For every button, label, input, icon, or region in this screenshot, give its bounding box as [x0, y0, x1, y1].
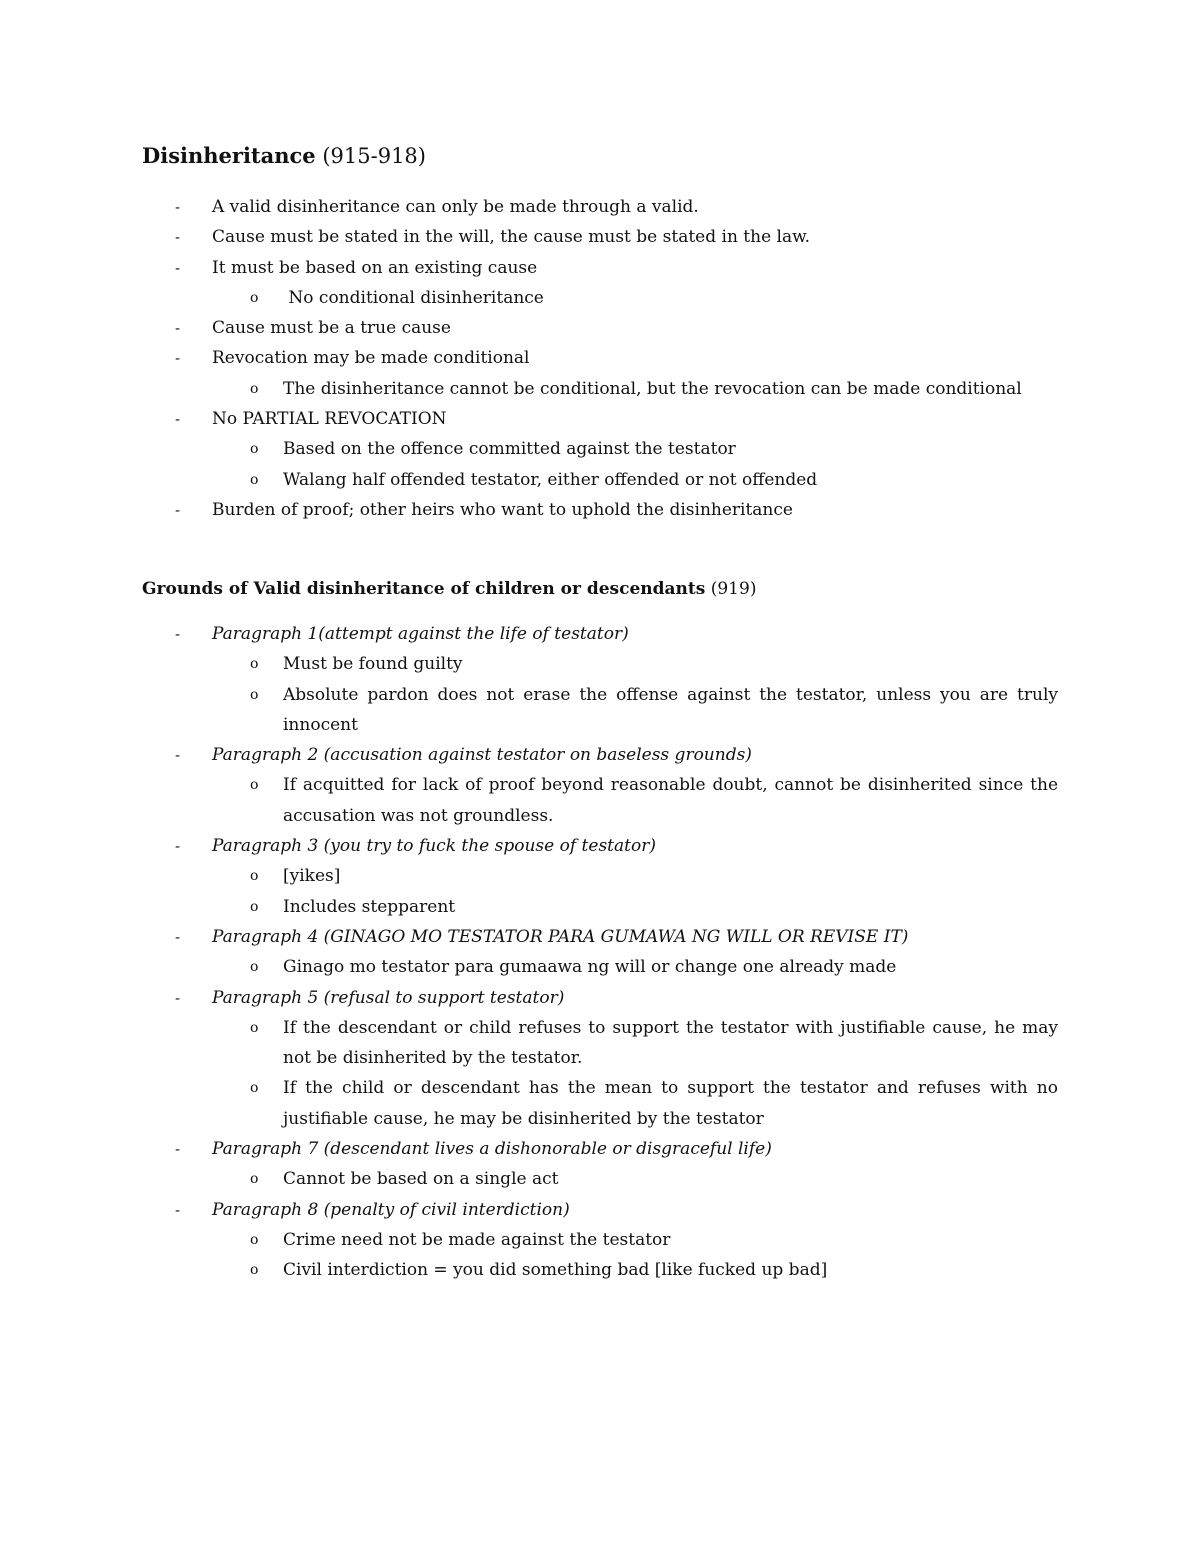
section-heading-disinheritance [142, 140, 426, 172]
sub-list-item: o Walang half offended testator, either offended or not offended [283, 465, 1058, 495]
circle-bullet: o [250, 1231, 259, 1248]
list-item: - Burden of proof; other heirs who want to uphold the disinheritance [212, 495, 1058, 525]
sub-list-item: o Ginago mo testator para gumaawa ng will or change one already made [283, 952, 1058, 982]
circle-bullet: o [250, 868, 259, 885]
dash-bullet: - [175, 1200, 181, 1219]
dash-bullet: - [175, 228, 181, 247]
dash-bullet: - [175, 319, 181, 338]
paragraph-item: - Paragraph 1(attempt against the life of testator) [212, 619, 1058, 649]
circle-bullet: o [250, 898, 259, 915]
dash-bullet: - [175, 258, 181, 277]
circle-bullet: o [250, 1019, 259, 1036]
dash-bullet: - [175, 1140, 181, 1159]
heading-article-ref: (919) [710, 579, 757, 599]
paragraph-item: - Paragraph 3 (you try to fuck the spouse of testator) [212, 831, 1058, 861]
grounds-list [0, 619, 1200, 1286]
circle-bullet: o [250, 289, 259, 306]
paragraph-item: - Paragraph 8 (penalty of civil interdiction) [212, 1195, 1058, 1225]
circle-bullet: o [250, 959, 259, 976]
dash-bullet: - [175, 198, 181, 216]
circle-bullet: o [250, 471, 259, 488]
sub-list-item: o Absolute pardon does not erase the offense against the testator, unless you are truly innocent [283, 680, 1058, 741]
circle-bullet: o [250, 1262, 259, 1279]
sub-list-item: o Must be found guilty [283, 649, 1058, 679]
sub-list-item: o Crime need not be made against the testator [283, 1225, 1058, 1255]
paragraph-item: - Paragraph 7 (descendant lives a dishonorable or disgraceful life) [212, 1134, 1058, 1164]
sub-list-item: o If the descendant or child refuses to support the testator with justifiable cause, he may not be disinherited by the testator. [283, 1013, 1058, 1074]
list-item: - A valid disinheritance can only be made through a valid. [212, 192, 1058, 222]
dash-bullet: - [175, 349, 181, 368]
sub-list-item: o Cannot be based on a single act [283, 1164, 1058, 1194]
circle-bullet: o [250, 1171, 259, 1188]
sub-list-item: o Civil interdiction = you did something bad [like fucked up bad] [283, 1255, 1058, 1285]
list-item: - Cause must be a true cause [212, 313, 1058, 343]
sub-list-item: o The disinheritance cannot be conditional, but the revocation can be made conditional [283, 374, 1058, 404]
dash-bullet: - [175, 988, 181, 1007]
circle-bullet: o [250, 380, 259, 397]
sub-list-item: o [yikes] [283, 861, 1058, 891]
dash-bullet: - [175, 927, 181, 946]
circle-bullet: o [250, 777, 259, 794]
paragraph-item: - Paragraph 2 (accusation against testator on baseless grounds) [212, 740, 1058, 770]
paragraph-item: - Paragraph 4 (GINAGO MO TESTATOR PARA GUMAWA NG WILL OR REVISE IT) [212, 922, 1058, 952]
section-heading-grounds [142, 574, 756, 604]
circle-bullet: o [250, 656, 259, 673]
list-item: - No PARTIAL REVOCATION [212, 404, 1058, 434]
list-item: - It must be based on an existing cause [212, 253, 1058, 283]
dash-bullet: - [175, 410, 181, 429]
disinheritance-list [0, 192, 1200, 525]
paragraph-item: - Paragraph 5 (refusal to support testator) [212, 983, 1058, 1013]
circle-bullet: o [250, 441, 259, 458]
dash-bullet: - [175, 500, 181, 519]
sub-list-item: o No conditional disinheritance [283, 283, 1058, 313]
dash-bullet: - [175, 746, 181, 765]
circle-bullet: o [250, 686, 259, 703]
circle-bullet: o [250, 1080, 259, 1097]
heading-article-ref: (915-918) [322, 144, 426, 168]
sub-list-item: o Includes stepparent [283, 892, 1058, 922]
sub-list-item: o If the child or descendant has the mean to support the testator and refuses with no justifiable cause, he may be disinherited by the testator [283, 1073, 1058, 1134]
list-item: - Cause must be stated in the will, the cause must be stated in the law. [212, 222, 1058, 252]
heading-title: Disinheritance [142, 143, 316, 168]
dash-bullet: - [175, 625, 181, 643]
sub-list-item: o If acquitted for lack of proof beyond reasonable doubt, cannot be disinherited since the accusation was not groundless. [283, 770, 1058, 831]
dash-bullet: - [175, 837, 181, 856]
heading-title: Grounds of Valid disinheritance of children or descendants [142, 579, 706, 599]
list-item: - Revocation may be made conditional [212, 343, 1058, 373]
sub-list-item: o Based on the offence committed against the testator [283, 434, 1058, 464]
